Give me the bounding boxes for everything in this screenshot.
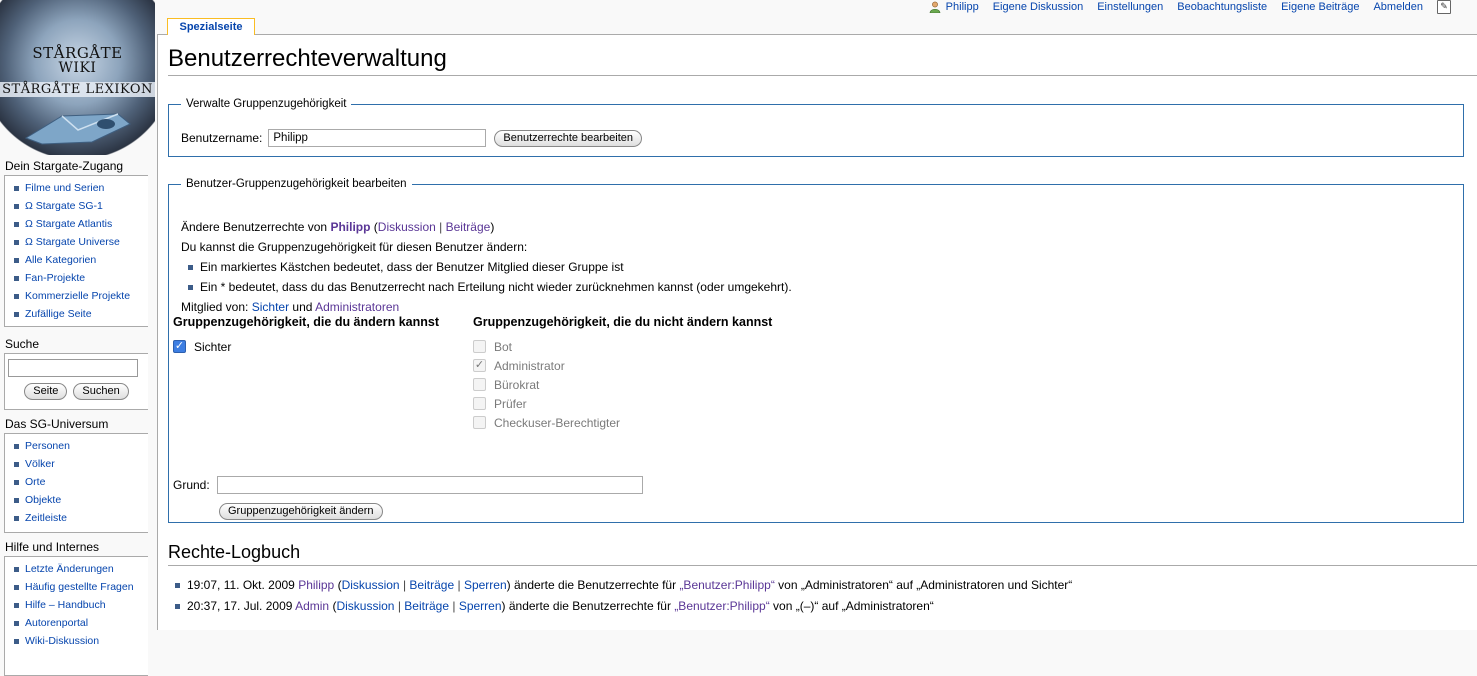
sidebar-item-faq[interactable]: [11, 578, 148, 596]
sidebar-link[interactable]: Häufig gestellte Fragen: [25, 581, 134, 593]
tab-spezialseite[interactable]: Spezialseite: [167, 18, 255, 35]
sidebar-item-wikidiskussion[interactable]: [11, 632, 148, 650]
group-edit-fieldset: [168, 178, 1464, 523]
reason-input[interactable]: [217, 476, 643, 494]
log-talk-link[interactable]: Diskussion: [341, 578, 400, 592]
unchangeable-groups-header: Gruppenzugehörigkeit, die du nicht ändern kannst: [473, 315, 773, 329]
sidebar-item-autorenportal[interactable]: [11, 614, 148, 632]
search-input[interactable]: [8, 359, 138, 377]
member-group-link[interactable]: Sichter: [251, 300, 290, 314]
sidebar-item-universe[interactable]: [11, 233, 148, 251]
sidebar-item-handbuch[interactable]: [11, 596, 148, 614]
log-user-link[interactable]: Philipp: [298, 578, 335, 592]
group-row-checkuser: [473, 413, 773, 432]
log-text: von „(–)“ auf „Administratoren“: [773, 599, 934, 613]
intro-talk-link[interactable]: Diskussion: [377, 220, 436, 234]
personal-prefs-link[interactable]: Einstellungen: [1097, 1, 1164, 13]
sidebar-link[interactable]: Kommerzielle Projekte: [25, 290, 131, 302]
portlet-search: [0, 336, 152, 410]
username-label: Benutzername:: [181, 131, 263, 145]
sidebar-link[interactable]: Ω Stargate Universe: [25, 236, 120, 248]
logo-line-3: STÅRGÅTE LEXIKON: [0, 82, 155, 97]
reason-row: [173, 476, 643, 494]
sidebar-link[interactable]: Objekte: [25, 494, 62, 506]
sidebar-item-personen[interactable]: [11, 437, 148, 455]
separator: |: [397, 599, 401, 613]
group-row-sichter[interactable]: [173, 337, 473, 356]
change-groups-button[interactable]: Gruppenzugehörigkeit ändern: [219, 503, 383, 520]
intro-prefix: Ändere Benutzerrechte von: [181, 220, 328, 234]
checkbox-checkuser: [473, 416, 486, 429]
log-target-link[interactable]: „Benutzer:Philipp“: [674, 599, 770, 613]
lookup-fieldset: [168, 98, 1464, 157]
sidebar-link[interactable]: Alle Kategorien: [25, 254, 97, 266]
separator: |: [439, 220, 443, 234]
legend-item: Ein * bedeutet, dass du das Benutzerrecht nach Erteilung nicht wieder zurücknehmen kannst (oder umgekehrt).: [181, 280, 1451, 300]
sidebar-link[interactable]: Filme und Serien: [25, 182, 105, 194]
sidebar-link[interactable]: Ω Stargate Atlantis: [25, 218, 113, 230]
portlet-help-title: Hilfe und Internes: [5, 540, 100, 554]
member-of-label: Mitglied von:: [181, 300, 249, 314]
sidebar-item-sg1[interactable]: [11, 197, 148, 215]
personal-user-link[interactable]: Philipp: [945, 1, 979, 13]
log-divider: [168, 565, 1477, 566]
checkbox-administrator: ✓: [474, 359, 485, 371]
content-area: [157, 34, 1477, 630]
group-row-bot: [473, 337, 773, 356]
group-edit-legend: Benutzer-Gruppenzugehörigkeit bearbeiten: [186, 178, 407, 190]
sidebar-item-atlantis[interactable]: [11, 215, 148, 233]
sidebar-link[interactable]: Zufällige Seite: [25, 308, 92, 320]
personal-talk-link[interactable]: Eigene Diskussion: [992, 1, 1084, 13]
sidebar: [0, 158, 152, 676]
portlet-navigation-title: Dein Stargate-Zugang: [5, 159, 124, 173]
legend-item: Ein markiertes Kästchen bedeutet, dass der Benutzer Mitglied dieser Gruppe ist: [181, 260, 1451, 280]
sidebar-item-voelker[interactable]: [11, 455, 148, 473]
sidebar-link[interactable]: Fan-Projekte: [25, 272, 86, 284]
sidebar-link[interactable]: Autorenportal: [25, 617, 89, 629]
sidebar-item-orte[interactable]: [11, 473, 148, 491]
personal-user[interactable]: [929, 1, 979, 13]
portlet-navigation: [0, 158, 152, 330]
changeable-groups-header: Gruppenzugehörigkeit, die du ändern kannst: [173, 315, 439, 329]
portlet-universe-title: Das SG-Universum: [5, 417, 109, 431]
lookup-legend: Verwalte Gruppenzugehörigkeit: [186, 98, 347, 110]
sidebar-item-fanprojekte[interactable]: [11, 269, 148, 287]
legend-list: [181, 260, 1451, 300]
log-time: 19:07, 11. Okt. 2009: [187, 578, 295, 592]
group-row-administrator: [473, 356, 773, 375]
log-contribs-link[interactable]: Beiträge: [409, 578, 455, 592]
edit-icon[interactable]: ✎: [1437, 0, 1451, 14]
search-button[interactable]: Suchen: [73, 383, 128, 400]
sidebar-link[interactable]: Letzte Änderungen: [25, 563, 114, 575]
sidebar-item-zeitleiste[interactable]: [11, 509, 148, 527]
group-label: Administrator: [494, 358, 565, 373]
separator: |: [402, 578, 407, 592]
username-input[interactable]: [268, 129, 486, 147]
checkbox-bot: [473, 340, 486, 353]
intro-line: Ändere Benutzerrechte von Philipp (Diskussion | Beiträge): [181, 220, 495, 234]
page-title: Benutzerrechteverwaltung: [168, 45, 447, 72]
log-target-link[interactable]: „Benutzer:Philipp“: [679, 578, 775, 592]
log-entry: 20:37, 17. Jul. 2009 Admin (Diskussion | Beiträge | Sperren) änderte die Benutzerrechte für „Benutzer:Philipp“ von „(–)“ auf „Administratoren“: [168, 598, 1072, 619]
group-label: Bot: [494, 339, 513, 354]
logo-line-1: STÅRGÅTE: [32, 44, 123, 62]
groups-table: [173, 315, 773, 432]
group-label: Checkuser-Berechtigter: [494, 415, 621, 430]
sidebar-link[interactable]: Orte: [25, 476, 46, 488]
sidebar-item-kommerziell[interactable]: [11, 287, 148, 305]
checkbox-sichter[interactable]: ✓: [174, 340, 185, 352]
intro-user-link[interactable]: Philipp: [330, 220, 371, 234]
sidebar-item-recentchanges[interactable]: [11, 560, 148, 578]
sidebar-link[interactable]: Völker: [25, 458, 55, 470]
log-text: änderte die Benutzerrechte für: [513, 578, 677, 592]
log-entry: 19:07, 11. Okt. 2009 Philipp (Diskussion | Beiträge | Sperren) änderte die Benutzerrechte für „Benutzer:Philipp“ von „Administratoren“ auf „Administratoren und Sichter“: [168, 577, 1072, 598]
personal-logout-link[interactable]: Abmelden: [1373, 1, 1423, 13]
sidebar-link[interactable]: Hilfe – Handbuch: [25, 599, 106, 611]
group-row-buerokrat: [473, 375, 773, 394]
reason-label: Grund:: [173, 478, 210, 492]
member-group-link[interactable]: Administratoren: [315, 300, 400, 314]
personal-contribs-link[interactable]: Eigene Beiträge: [1281, 1, 1360, 13]
can-change-text: Du kannst die Gruppenzugehörigkeit für diesen Benutzer ändern:: [181, 240, 528, 254]
log-block-link[interactable]: Sperren: [463, 578, 507, 592]
sidebar-link[interactable]: Personen: [25, 440, 70, 452]
sidebar-item-zufall[interactable]: [11, 305, 148, 323]
changeable-groups-column: [173, 315, 473, 432]
title-divider: [168, 75, 1477, 76]
separator: |: [452, 599, 456, 613]
sidebar-item-filme[interactable]: [11, 179, 148, 197]
portlet-universe: [0, 416, 152, 533]
group-label: Sichter: [194, 339, 232, 354]
sidebar-link[interactable]: Ω Stargate SG-1: [25, 200, 103, 212]
log-time: 20:37, 17. Jul. 2009: [187, 599, 293, 613]
member-and: und: [292, 300, 313, 314]
unchangeable-groups-column: [473, 315, 773, 432]
portlet-help: [0, 539, 152, 676]
checkbox-pruefer: [473, 397, 486, 410]
site-logo[interactable]: [0, 0, 155, 155]
log-title: Rechte-Logbuch: [168, 542, 301, 562]
separator: |: [457, 578, 461, 592]
user-icon: [929, 1, 941, 13]
log-text: von „Administratoren“ auf „Administratoren und Sichter“: [778, 578, 1073, 592]
group-label: Bürokrat: [494, 377, 540, 392]
portlet-search-title: Suche: [5, 337, 40, 351]
log-list: [168, 577, 1072, 619]
log-contribs-link[interactable]: Beiträge: [404, 599, 449, 613]
log-text: änderte die Benutzerrechte für: [508, 599, 671, 613]
intro-contribs-link[interactable]: Beiträge: [445, 220, 491, 234]
group-row-pruefer: [473, 394, 773, 413]
personal-watchlist-link[interactable]: Beobachtungsliste: [1177, 1, 1268, 13]
search-go-button[interactable]: Seite: [24, 383, 67, 400]
personal-tools: [915, 0, 1477, 16]
sidebar-item-kategorien[interactable]: [11, 251, 148, 269]
checkbox-buerokrat: [473, 378, 486, 391]
sidebar-link[interactable]: Zeitleiste: [25, 512, 68, 524]
spaceship-icon: [22, 108, 134, 146]
log-user-link[interactable]: Admin: [295, 599, 330, 613]
sidebar-link[interactable]: Wiki-Diskussion: [25, 635, 100, 647]
log-talk-link[interactable]: Diskussion: [336, 599, 395, 613]
log-block-link[interactable]: Sperren: [458, 599, 502, 613]
group-label: Prüfer: [494, 396, 527, 411]
edit-rights-button[interactable]: Benutzerrechte bearbeiten: [494, 130, 642, 147]
sidebar-item-objekte[interactable]: [11, 491, 148, 509]
logo-line-2: WIKI: [58, 60, 97, 76]
